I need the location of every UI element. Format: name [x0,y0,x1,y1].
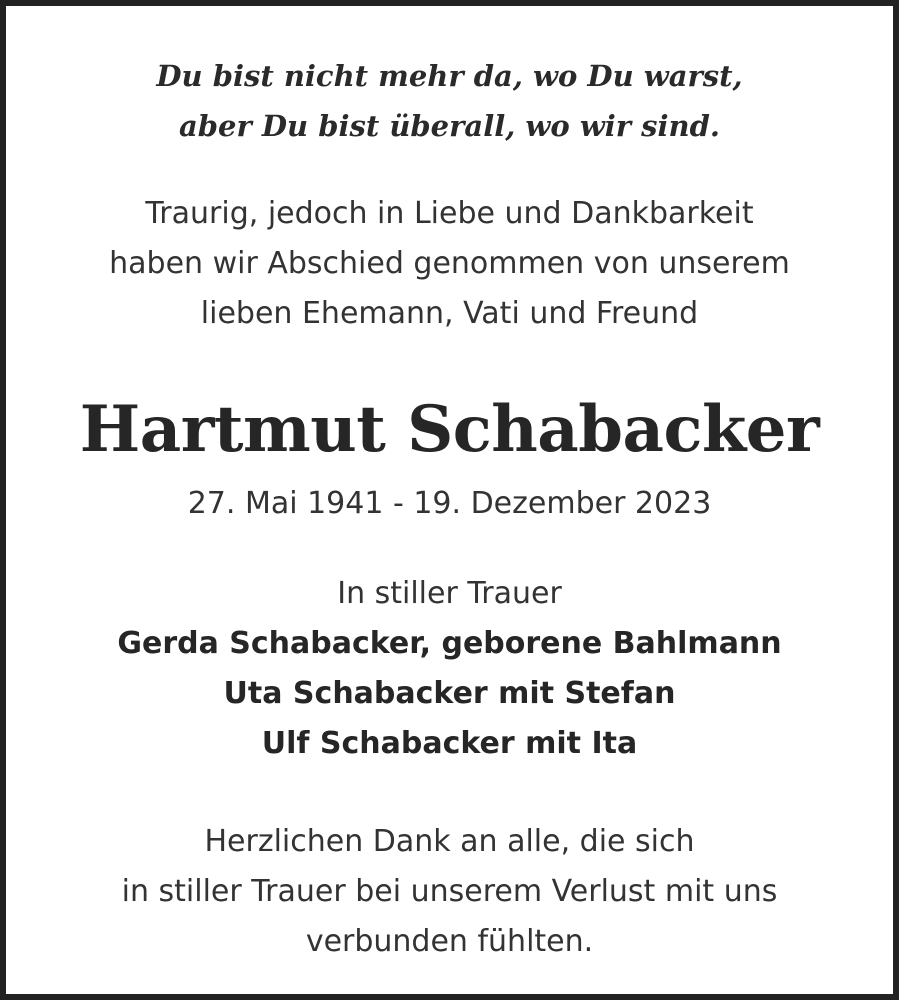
mourner-name: Gerda Schabacker, geborene Bahlmann [117,626,782,661]
mourner-name: Ulf Schabacker mit Ita [261,726,638,761]
thanks-line-2: in stiller Trauer bei unserem Verlust mit uns [121,874,778,909]
quote-line-1: Du bist nicht mehr da, wo Du warst, [156,59,743,93]
mourning-heading: In stiller Trauer [337,576,562,611]
thanks-line-1: Herzlichen Dank an alle, die sich [204,824,695,859]
mourner-name: Uta Schabacker mit Stefan [223,676,676,711]
quote-line-2: aber Du bist überall, wo wir sind. [178,109,720,143]
thanks-line-3: verbunden fühlten. [305,924,594,959]
deceased-name: Hartmut Schabacker [79,392,820,467]
intro-line-1: Traurig, jedoch in Liebe und Dankbarkeit [145,196,754,231]
intro-line-2: haben wir Abschied genommen von unserem [109,246,790,281]
life-dates: 27. Mai 1941 - 19. Dezember 2023 [187,486,712,521]
intro-line-3: lieben Ehemann, Vati und Freund [200,296,699,331]
